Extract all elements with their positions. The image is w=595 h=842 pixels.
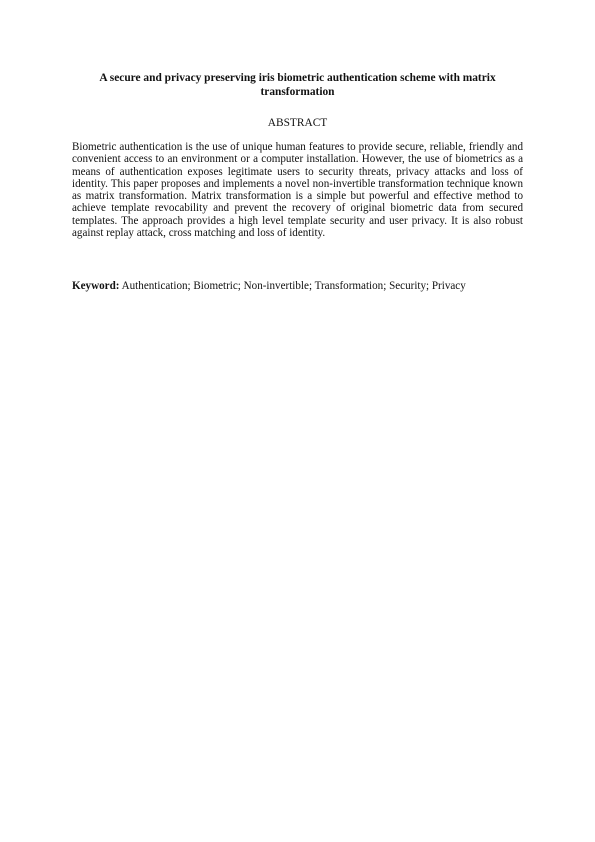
keywords-line: [72, 279, 523, 293]
abstract-heading: ABSTRACT: [267, 117, 328, 129]
keywords-text: Authentication; Biometric; Non-invertible; Transformation; Security; Privacy: [121, 280, 466, 292]
paper-title: A secure and privacy preserving iris biometric authentication scheme with matrix transformation: [99, 72, 496, 98]
abstract-body: Biometric authentication is the use of unique human features to provide secure, reliable, friendly and convenient access to an environment or a computer installation. However, the use of biometrics as a means of authentication exposes legitimate users to security threats, privacy attacks and loss of identity. This paper proposes and implements a novel non-invertible transformation technique known as matrix transformation. Matrix transformation is a simple but powerful and effective method to achieve template revocability and prevent the recovery of original biometric data from secured templates. The approach provides a high level template security and user privacy. It is also robust against replay attack, cross matching and loss of identity.: [72, 141, 523, 240]
keywords-label: Keyword:: [72, 280, 120, 292]
